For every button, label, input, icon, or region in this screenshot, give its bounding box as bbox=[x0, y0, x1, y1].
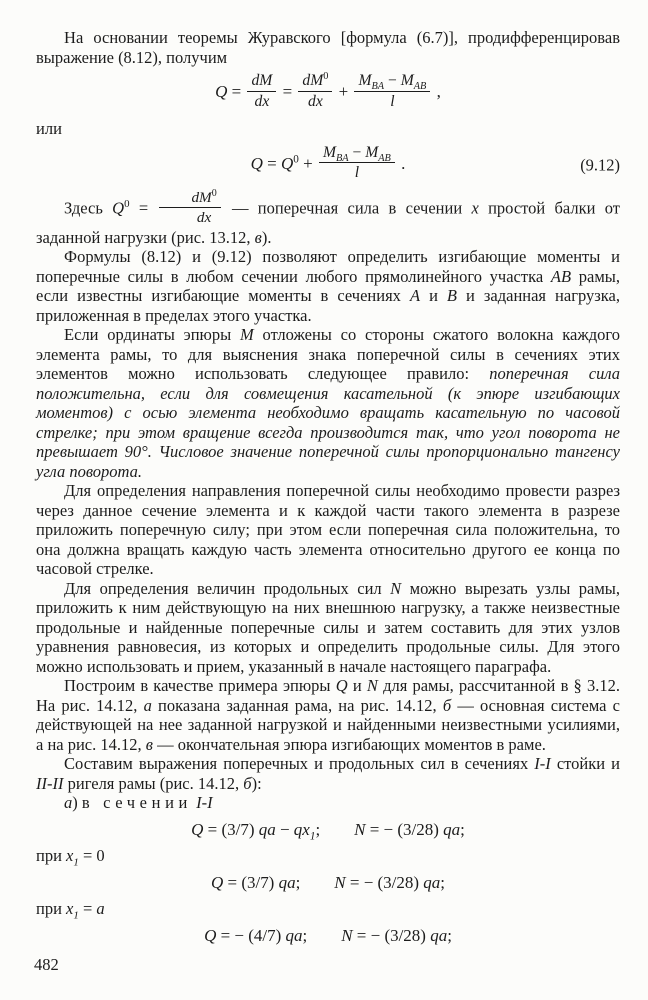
text-run: Для определения направления поперечной силы необходимо провести разрез через данное сечение элемента и к каждой части такого элемента в разрезе приложить поперечную силу; при этом если поперечная сила положительна, то она должна вращать каждую часть элемента относительно другого ее конца по часовой стрелке. bbox=[36, 481, 620, 579]
text-run: рамы, если известны изгибающие моменты в сечениях bbox=[36, 266, 620, 306]
text-run: и bbox=[420, 286, 447, 306]
math-var: N bbox=[366, 676, 378, 696]
paragraph bbox=[36, 579, 620, 677]
text-run: и заданная нагрузка, приложенная в пределах этого участка. bbox=[36, 286, 620, 325]
math-var: I-I bbox=[534, 754, 551, 774]
paragraph bbox=[36, 187, 620, 248]
math-var: x bbox=[471, 197, 479, 217]
fraction bbox=[354, 72, 430, 110]
math-var: I-I bbox=[196, 793, 213, 813]
text-run: или bbox=[36, 119, 62, 139]
math-var: qa bbox=[443, 819, 461, 839]
paragraph bbox=[36, 28, 620, 67]
text-run: отложены со стороны сжатого волокна каждого элемента рамы, то для выяснения знака поперечной силы в сечениях этих элементов можно использовать следующее правило: bbox=[36, 325, 620, 384]
text-run: — основная система с действующей на нее заданной нагрузкой и найденными неизвестными усилиями, а на рис. 14.12, bbox=[36, 695, 620, 754]
text-run: и bbox=[347, 676, 367, 696]
subscript: AB bbox=[378, 152, 391, 164]
math-var: II-II bbox=[36, 773, 64, 793]
text-run: = bbox=[262, 153, 281, 173]
math-var: l bbox=[390, 92, 395, 110]
subscript: 1 bbox=[309, 829, 316, 842]
math-var: B bbox=[446, 286, 458, 306]
italic-run: а bbox=[64, 793, 73, 813]
math-var: x bbox=[66, 846, 74, 866]
text-run: = − (3/28) bbox=[365, 819, 444, 839]
math-var: N bbox=[390, 578, 402, 598]
italic-run: в bbox=[145, 734, 153, 754]
math-var: N bbox=[354, 819, 366, 839]
math-var: dx bbox=[308, 92, 323, 110]
text-run: − bbox=[384, 72, 401, 89]
fraction bbox=[298, 72, 332, 110]
text-run: простой балки от заданной нагрузки (рис. 13.12, bbox=[36, 197, 620, 247]
math-var: dM bbox=[251, 72, 273, 89]
fraction bbox=[247, 72, 276, 110]
math-var: qa bbox=[423, 872, 441, 892]
math-var: M bbox=[322, 143, 336, 161]
display-formula bbox=[36, 926, 620, 946]
italic-run: б bbox=[442, 695, 452, 715]
text-run: ). bbox=[261, 227, 272, 247]
text-run: + bbox=[334, 81, 353, 101]
math-var: Q bbox=[215, 81, 228, 101]
math-var: qa bbox=[285, 925, 303, 945]
text-run: ; bbox=[295, 872, 335, 892]
text-run: . bbox=[396, 153, 406, 173]
text-run: ; bbox=[440, 872, 445, 892]
math-var: M bbox=[240, 325, 254, 345]
text-run: ) bbox=[72, 793, 82, 813]
text-run: = bbox=[129, 197, 158, 217]
math-var: qx bbox=[293, 819, 310, 839]
text-run: Если ординаты эпюры bbox=[64, 325, 241, 345]
equation-number: (9.12) bbox=[580, 154, 620, 174]
math-var: dM bbox=[191, 188, 212, 206]
text-run: = (3/7) bbox=[203, 819, 259, 839]
text-run: — окончательная эпюра изгибающих моментов в раме. bbox=[152, 734, 546, 754]
text-run: ; bbox=[460, 819, 465, 839]
math-var: qa bbox=[258, 819, 276, 839]
math-var: Q bbox=[112, 197, 125, 217]
math-var: N bbox=[341, 925, 353, 945]
math-var: Q bbox=[250, 153, 263, 173]
text-run: Формулы (8.12) и (9.12) позволяют определить изгибающие моменты и поперечные силы в любом сечении любого прямолинейного участка bbox=[36, 247, 620, 286]
math-var: qa bbox=[430, 925, 448, 945]
math-var: dx bbox=[196, 208, 212, 226]
text-run: Здесь bbox=[64, 197, 113, 217]
text-run: = bbox=[78, 899, 97, 919]
math-var: M bbox=[400, 72, 414, 89]
fraction bbox=[319, 144, 395, 182]
subscript: BA bbox=[371, 81, 385, 93]
display-formula bbox=[36, 873, 620, 893]
fraction bbox=[159, 189, 220, 226]
text-run: = (3/7) bbox=[223, 872, 279, 892]
math-var: l bbox=[354, 164, 360, 182]
paragraph bbox=[36, 325, 620, 481]
paragraph bbox=[36, 793, 620, 813]
math-var: Q bbox=[191, 819, 204, 839]
display-formula bbox=[36, 143, 620, 184]
text-run: при bbox=[36, 846, 67, 866]
superscript: 0 bbox=[293, 152, 299, 165]
superscript: 0 bbox=[211, 187, 217, 199]
math-var: a bbox=[96, 899, 105, 919]
text-run: − bbox=[348, 143, 366, 161]
math-var: dM bbox=[302, 72, 324, 89]
paragraph bbox=[36, 247, 620, 325]
text-run: — поперечная сила в сечении bbox=[222, 197, 472, 217]
math-var: dx bbox=[254, 92, 270, 110]
text-run: ригеля рамы (рис. 14.12, bbox=[63, 773, 244, 793]
display-formula bbox=[36, 820, 620, 840]
document-body bbox=[36, 28, 620, 945]
math-var: Q bbox=[281, 153, 294, 173]
math-var: N bbox=[334, 872, 346, 892]
math-var: Q bbox=[204, 925, 217, 945]
text-run: показана заданная рама, на рис. 14.12, bbox=[151, 695, 443, 715]
text-run: при bbox=[36, 899, 67, 919]
text-run: ): bbox=[251, 773, 262, 793]
text-run: , bbox=[432, 81, 441, 101]
spaced-run: в сечении bbox=[81, 793, 192, 813]
page-number: 482 bbox=[34, 954, 59, 974]
text-run: ; bbox=[302, 925, 342, 945]
subscript: AB bbox=[413, 81, 427, 93]
paragraph bbox=[36, 481, 620, 579]
subscript: BA bbox=[335, 152, 349, 164]
italic-run: б bbox=[243, 773, 252, 793]
subscript: 1 bbox=[73, 856, 79, 869]
math-var: M bbox=[365, 143, 379, 161]
math-var: Q bbox=[335, 676, 348, 696]
text-run: можно вырезать узлы рамы, приложить к ним действующую на них внешнюю нагрузку, а также неизвестные продольные и найденные поперечные силы и затем составить для этих узлов уравнения равновесия, из которых и определить продольные силы. Для этого можно использовать и прием, указанный в начале настоящего параграфа. bbox=[36, 578, 620, 676]
italic-run: поперечная сила положительна, если для совмещения касательной (к эпюре изгибающих моментов) с осью элемента необходимо вращать касательную по часовой стрелке; при этом вращение всегда производится так, что угол поворота не превышает 90°. Числовое значение поперечной силы пропорционально тангенсу угла поворота. bbox=[36, 364, 620, 481]
text-run: Для определения величин продольных сил bbox=[64, 578, 391, 598]
text-run: = − (3/28) bbox=[345, 872, 424, 892]
paragraph bbox=[36, 899, 620, 922]
italic-run: в bbox=[254, 227, 262, 247]
math-var: x bbox=[66, 899, 74, 919]
text-run: + bbox=[298, 153, 317, 173]
text-run: На основании теоремы Журавского [формула (6.7)], продифференцировав выражение (8.12), получим bbox=[36, 28, 620, 67]
subscript: 1 bbox=[73, 909, 79, 922]
paragraph bbox=[36, 846, 620, 869]
math-var: A bbox=[409, 286, 421, 306]
paragraph bbox=[36, 754, 620, 793]
superscript: 0 bbox=[124, 197, 130, 210]
text-run: − bbox=[275, 819, 294, 839]
text-run: для рамы, рассчитанной в § 3.12. На рис. 14.12, bbox=[36, 676, 620, 715]
text-run: Составим выражения поперечных и продольных сил в сечениях bbox=[64, 754, 535, 774]
math-var: Q bbox=[210, 872, 224, 892]
math-var: qa bbox=[278, 872, 296, 892]
italic-run: а bbox=[143, 695, 152, 715]
math-var: AB bbox=[550, 266, 572, 286]
text-run: ; bbox=[447, 925, 452, 945]
text-run: ; bbox=[315, 819, 355, 839]
text-run: = − (4/7) bbox=[216, 925, 286, 945]
paragraph bbox=[36, 119, 620, 139]
math-var: M bbox=[358, 72, 372, 89]
text-run: стойки и bbox=[550, 754, 620, 774]
text-run: = 0 bbox=[78, 846, 105, 866]
text-run: Построим в качестве примера эпюры bbox=[64, 676, 336, 696]
superscript: 0 bbox=[323, 70, 329, 82]
paragraph bbox=[36, 676, 620, 754]
text-run: = − (3/28) bbox=[352, 925, 431, 945]
text-run: = bbox=[278, 81, 297, 101]
text-run: = bbox=[227, 81, 246, 101]
display-formula bbox=[36, 70, 620, 112]
